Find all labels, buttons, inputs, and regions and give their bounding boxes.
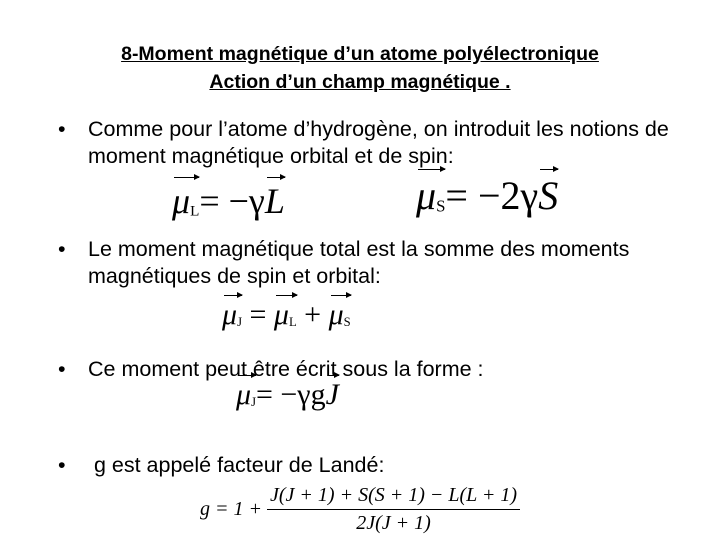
mu-j-symbol: μJ (236, 378, 256, 411)
bullet-text: Ce moment peut être écrit sous la forme : (88, 357, 484, 381)
lande-numerator: J(J + 1) + S(S + 1) − L(L + 1) (267, 484, 520, 510)
l-vector: L (264, 181, 285, 221)
title-line-2: Action d’un champ magnétique . (209, 71, 511, 93)
bullet-total-moment (58, 236, 678, 290)
plus-sign: + (304, 298, 322, 331)
equals-sign: = (249, 298, 267, 331)
mu-s-symbol: μS (416, 173, 446, 218)
s-vector: S (538, 173, 559, 218)
mu-l-symbol: μL (172, 181, 200, 221)
bullet-text: g est appelé facteur de Landé: (88, 453, 385, 477)
bullet-dot: • (58, 357, 66, 381)
mu-j-symbol: μJ (222, 298, 242, 331)
lande-fraction (267, 484, 520, 535)
lande-denominator: 2J(J + 1) (356, 512, 431, 534)
lande-lhs: g = 1 + (200, 498, 262, 520)
bullet-dot: • (58, 117, 66, 141)
bullet-form (58, 356, 678, 383)
slide-title (0, 40, 720, 96)
mu-s-term: μS (328, 298, 351, 331)
mu-l-rhs: = −γ (199, 181, 265, 221)
bullet-dot: • (58, 237, 66, 261)
title-line-1: 8-Moment magnétique d’un atome polyélectronique (121, 43, 599, 65)
equation-mu-l (172, 180, 285, 222)
bullet-text: Le moment magnétique total est la somme des moments magnétiques de spin et orbital: (88, 237, 630, 288)
mu-l-term: μL (273, 298, 297, 331)
equation-mu-s (416, 172, 558, 219)
bullet-text: Comme pour l’atome d’hydrogène, on introduit les notions de moment magnétique orbital et de spin: (88, 117, 669, 168)
equation-mu-j-sum (222, 298, 351, 332)
bullet-dot: • (58, 453, 66, 477)
bullet-orbital-spin (58, 116, 678, 170)
equation-mu-j-g (236, 378, 339, 412)
bullet-lande (58, 452, 678, 479)
equation-lande (200, 484, 520, 535)
j-vector: J (325, 378, 339, 411)
mu-j-rhs: = −γg (255, 378, 326, 411)
mu-s-rhs: = −2γ (445, 173, 539, 218)
